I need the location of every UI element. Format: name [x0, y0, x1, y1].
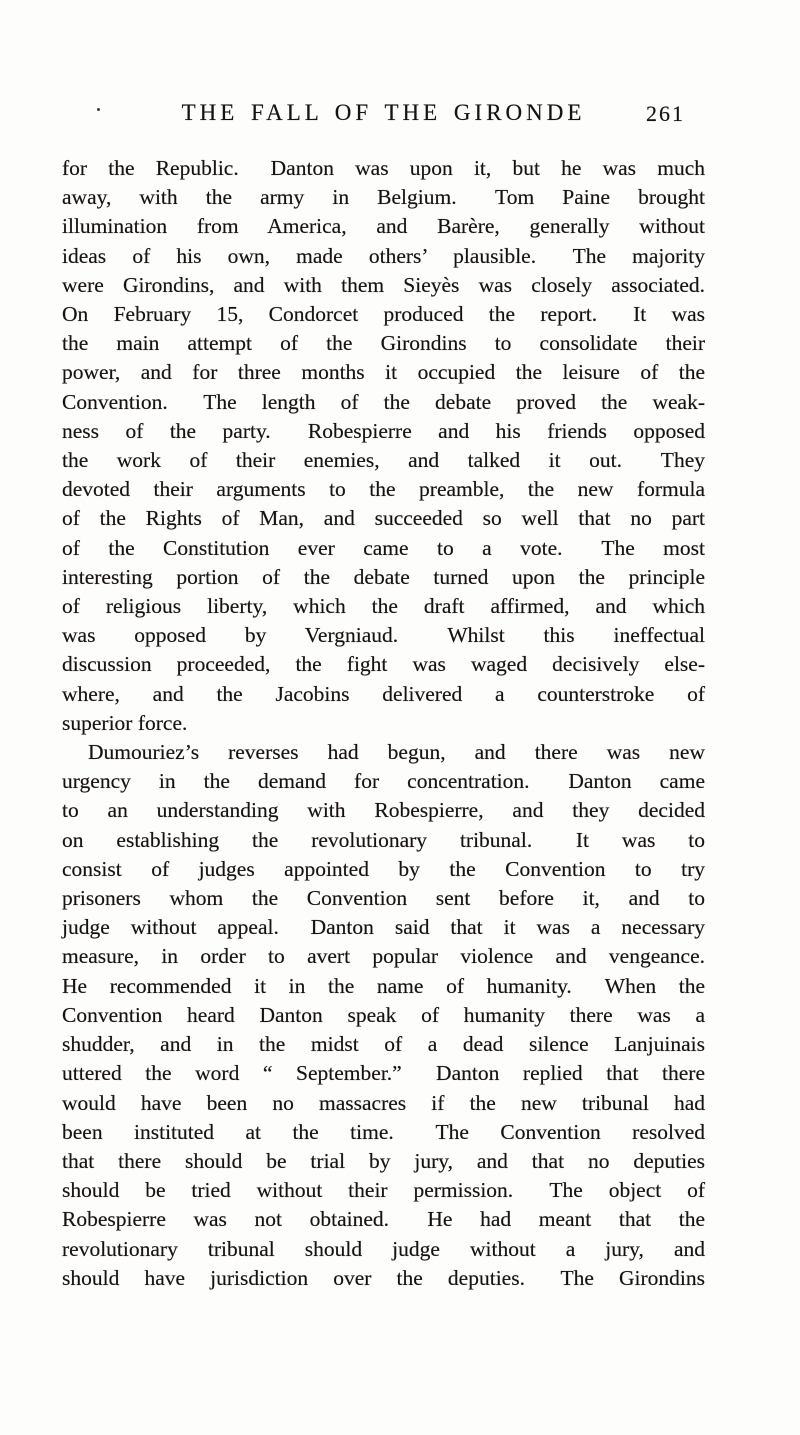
- text-line: measure, in order to avert popular violence and vengeance.: [62, 944, 705, 969]
- text-line: ideas of his own, made others’ plausible. The majority: [62, 243, 705, 268]
- page-body: [62, 154, 705, 1293]
- text-line: ness of the party. Robespierre and his friends opposed: [62, 418, 705, 443]
- text-line: of the Rights of Man, and succeeded so well that no part: [62, 506, 705, 531]
- text-line: was opposed by Vergniaud. Whilst this ineffectual: [62, 623, 705, 648]
- text-line: prisoners whom the Convention sent before it, and to: [62, 886, 705, 911]
- text-line: should have jurisdiction over the deputies. The Girondins: [62, 1265, 705, 1290]
- text-line: judge without appeal. Danton said that it was a necessary: [62, 915, 705, 940]
- text-line: the main attempt of the Girondins to consolidate their: [62, 331, 705, 356]
- text-line: on establishing the revolutionary tribunal. It was to: [62, 827, 705, 852]
- text-line: shudder, and in the midst of a dead silence Lanjuinais: [62, 1032, 705, 1057]
- text-line: Convention. The length of the debate proved the weak-: [62, 389, 705, 414]
- page-number: 261: [646, 101, 685, 126]
- text-line: for the Republic. Danton was upon it, but he was much: [62, 156, 705, 180]
- paragraph: [62, 738, 705, 1293]
- text-line: superior force.: [62, 710, 188, 735]
- text-line: of religious liberty, which the draft affirmed, and which: [62, 594, 705, 619]
- text-line: uttered the word “ September.” Danton replied that there: [62, 1061, 705, 1086]
- text-line: power, and for three months it occupied the leisure of the: [62, 360, 705, 385]
- text-line: the work of their enemies, and talked it out. They: [62, 448, 705, 473]
- text-line: were Girondins, and with them Sieyès was closely associated.: [62, 272, 705, 297]
- text-line: illumination from America, and Barère, generally without: [62, 214, 705, 239]
- text-line: been instituted at the time. The Convention resolved: [62, 1119, 705, 1144]
- text-line: to an understanding with Robespierre, and they decided: [62, 798, 705, 823]
- text-line: away, with the army in Belgium. Tom Paine brought: [62, 185, 705, 210]
- paragraph: [62, 154, 705, 738]
- text-line: He recommended it in the name of humanity. When the: [62, 973, 705, 998]
- text-line: where, and the Jacobins delivered a counterstroke of: [62, 681, 705, 706]
- text-line: that there should be trial by jury, and that no deputies: [62, 1148, 705, 1173]
- text-line: Robespierre was not obtained. He had meant that the: [62, 1207, 705, 1232]
- text-line: should be tried without their permission. The object of: [62, 1178, 705, 1203]
- text-line: devoted their arguments to the preamble, the new formula: [62, 477, 705, 502]
- text-line: urgency in the demand for concentration. Danton came: [62, 769, 705, 794]
- chapter-title: THE FALL OF THE GIRONDE: [181, 100, 586, 125]
- text-line: would have been no massacres if the new tribunal had: [62, 1090, 705, 1115]
- text-line: of the Constitution ever came to a vote. The most: [62, 535, 705, 560]
- text-line: Convention heard Danton speak of humanity there was a: [62, 1002, 705, 1027]
- text-line: revolutionary tribunal should judge without a jury, and: [62, 1236, 705, 1261]
- text-line: discussion proceeded, the fight was waged decisively else-: [62, 652, 705, 677]
- text-line: interesting portion of the debate turned upon the principle: [62, 564, 705, 589]
- text-line: On February 15, Condorcet produced the report. It was: [62, 302, 705, 327]
- text-line: consist of judges appointed by the Convention to try: [62, 856, 705, 881]
- text-line: Dumouriez’s reverses had begun, and there was new: [88, 740, 705, 765]
- running-header: [62, 99, 705, 129]
